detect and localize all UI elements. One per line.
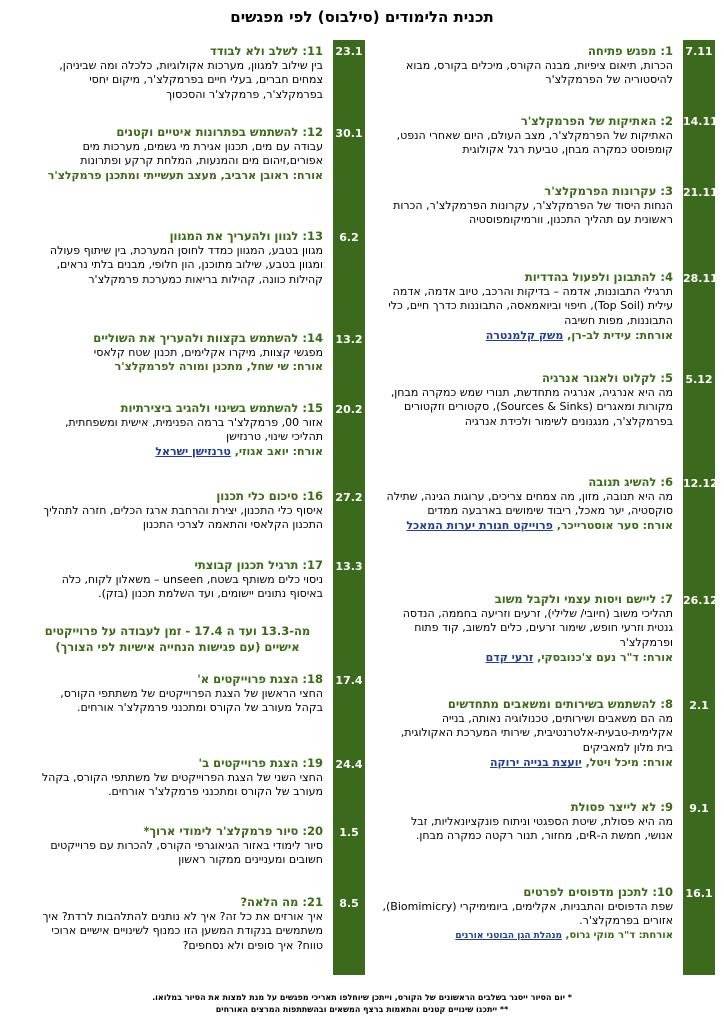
guest-link[interactable]: זרעי קדם [485, 650, 534, 664]
session-title: 6: להשיג תנובה [588, 475, 673, 489]
session-description: שפת הדפוסים והתבניות, אקלימים, ביומימיקרי (Biomimicry), אזורים בפרמקלצ'ר. [382, 899, 673, 928]
session-title: 9: לא לייצר פסולת [570, 800, 673, 814]
date-bar [683, 40, 718, 975]
session-entry [32, 44, 323, 103]
footnotes [0, 992, 724, 1016]
session-entry [382, 184, 673, 228]
session-title: 3: עקרונות הפרמקלצ'ר [544, 184, 673, 198]
session-entry [382, 885, 673, 944]
session-title: 10: לתכנן מדפוסים לפרטים [523, 885, 673, 899]
guest-line: אורח: שי שחל, מתכנן ומורה לפרמקלצ'ר [114, 360, 323, 374]
page-title: תכנית הלימודים (סילבוס) לפי מפגשים [230, 8, 494, 26]
guest-link[interactable]: מנהלת הגן הבוטני אורנים [455, 931, 563, 942]
left-column [32, 40, 365, 975]
guest-link[interactable]: פרוייקט חגורת יערות המאכל [406, 519, 553, 533]
session-date: 24.4 [335, 758, 363, 771]
session-date: 2.1 [689, 699, 709, 712]
session-title: 17: תרגיל תכנון קבוצתי [194, 558, 323, 572]
guest-line [382, 756, 673, 771]
session-date: 17.4 [335, 674, 363, 687]
session-description: האתיקות של הפרמקלצ'ר, מצב העולם, היום שאחרי הנפט, קומפוסט כמקרה מבחן, טביעת רגל אקולוגית [396, 128, 673, 157]
session-date: 27.2 [335, 491, 363, 504]
session-description: מה היא תנובה, מזון, מה צמחים צריכים, ערוגות הגינה, שתילה סוקסטיה, יער מאכל, ריבוד שימושים בארבעה ממדים [386, 489, 673, 518]
session-entry [32, 895, 323, 954]
session-entry [32, 489, 323, 533]
session-title: 4: להתבונן ולפעול בהדדיות [524, 270, 673, 284]
guest-label: אורחת: ד"ר מוקי גרוס, [565, 930, 673, 942]
session-date: 5.12 [685, 373, 713, 386]
project-period-note [32, 623, 323, 655]
session-title: 1: מפגש פתיחה [588, 44, 673, 58]
session-entry [32, 331, 323, 375]
session-description: החצי השני של הצגת הפרוייקטים של משתתפי הקורס, בקהל מעורב של הקורס ומתכנני פרמקלצ'ר אורחים. [41, 770, 323, 799]
session-description: מפגשי קצוות, מיקרו אקלימים, תכנון שטח קלאסי [93, 345, 323, 359]
session-title: 12: להשתמש בפתרונות איטיים וקטנים [116, 125, 323, 139]
guest-label: אורח: סער אוסטרייכר, [556, 519, 673, 533]
session-description: החצי הראשון של הצגת הפרוייקטים של משתתפי הקורס, בקהל מעורב של הקורס ומתכנני פרמקלצ'ר אורחים. [60, 686, 323, 715]
project-period-line1: מה-13.3 ועד ה 17.4 - זמן לעבודה על פרוייקטים [44, 624, 311, 638]
session-description: הכרות, תיאום ציפיות, מבנה הקורס, מיכלים בקורס, מבוא להיסטוריה של הפרמקלצ'ר [406, 58, 673, 87]
session-entry [32, 229, 323, 288]
session-description: ניסוי כלים משותף בשטח, unseen – משאלון לקוח, כלה באיסוף נתונים יישומים, ועד השלמת תכנון (בזק). [61, 572, 323, 601]
session-entry [382, 697, 673, 771]
guest-line [32, 445, 323, 460]
session-description: מגוון בטבע, המגוון כמדד לחוסן המערכת, בין שיתוף פעולה ומגוון בטבע, שילוב מתוכנן, הון חלופי, מבנים בלתי נראים, קהילות כוונה, קהילות בריאות כמערכת פרמקלצ'ר [49, 243, 323, 287]
session-entry [382, 114, 673, 158]
session-title: 14: להשתמש בקצוות ולהעריך את השוליים [93, 331, 323, 345]
session-description: מה היא פסולת, שיטת הספגטי וניתוח פונקציונאליות, זבל אנושי, חמשת ה-Rים, מחזור, תנור רקטה כמקרה מבחן. [411, 814, 673, 843]
session-entry [382, 371, 673, 430]
session-description: סיור לימודי באזור הגיאוגרפי הקורס, להכרות עם פרוייקטים חשובים ומעניינים ממקור ראשון [50, 838, 323, 867]
session-description: אזור 00, פרמקלצ'ר ברמה הפנימית, אישית ומשפחתית, תהליכי שינוי, טרנזישן [64, 415, 323, 444]
session-entry [32, 558, 323, 602]
session-entry [382, 270, 673, 344]
session-title: 8: להשתמש בשירותים ומשאבים מתחדשים [447, 697, 673, 711]
session-date: 21.11 [683, 186, 718, 199]
session-date: 23.1 [335, 45, 363, 58]
session-entry [32, 401, 323, 460]
guest-link[interactable]: משק קלמנטרה [485, 328, 564, 342]
session-title: 15: להשתמש בשינוי ולהגיב ביצירתיות [120, 401, 323, 415]
guest-line [382, 519, 673, 534]
session-date: 13.3 [335, 560, 363, 573]
guest-label: אורח: ד"ר נעם צ'כנובסקי, [537, 650, 673, 664]
session-date: 13.2 [335, 333, 363, 346]
session-date: 20.2 [335, 403, 363, 416]
session-entry [32, 125, 323, 184]
footnote: * יום הסיור ייסגר בשלבים הראשונים של הקורס, וייתכן שיוחלפו תאריכי מפגשים על מנת למצות את הסיור במלואו. [152, 993, 572, 1002]
session-description: תרגילי התבוננות, אדמה – בדיקות והרכב, טיוב אדמה, אדמה עילית (Top Soil), חיפוי וביואמאסה, התבוננות כדרך חיים, כלי התבוננות, מפות חשיבה [388, 284, 673, 328]
session-entry [382, 592, 673, 666]
guest-label: אורח: יואב אגוזי, [234, 445, 323, 459]
guest-link[interactable]: יועצת בנייה ירוקה [490, 755, 582, 769]
guest-line: אורח: ראובן ארביב, מעצב תעשייתי ומתכנן פרמקלצ'ר [47, 169, 323, 183]
session-description: מה הם משאבים ושירותים, טכנולוגיה נאותה, בנייה אקלימית-טבעית-אלטרנטיבית, שירותי המערכת האקולוגית, בית מלון למאביקים [400, 711, 673, 755]
session-date: 12.12 [683, 477, 718, 490]
session-date: 7.11 [685, 45, 713, 58]
session-date: 6.2 [339, 231, 359, 244]
guest-label: אורחת: עידית לב-רן, [567, 328, 673, 342]
session-description: הנחות היסוד של הפרמקלצ'ר, עקרונות הפרמקלצ'ר, הכרות ראשונית עם תהליך התכנון, וורמיקומפוסטיה [393, 198, 673, 227]
session-date: 8.5 [339, 897, 359, 910]
session-entry [382, 44, 673, 88]
session-title: 13: לגוון ולהעריך את המגוון [169, 229, 323, 243]
project-period-line2: אישיים (עם פגישות הנחייה אישיות לפי הצורך) [55, 640, 300, 654]
session-date: 16.1 [685, 887, 713, 900]
session-date: 30.1 [335, 127, 363, 140]
session-title: 20: סיור פרמקלצ'ר לימודי ארוך* [143, 824, 323, 838]
session-entry [32, 672, 323, 716]
session-title: 21: מה הלאה? [240, 895, 323, 909]
session-title: 2: האתיקות של הפרמקלצ'ר [520, 114, 673, 128]
session-description: תהליכי משוב (חיובי/ שלילי), זרעים וזריעה בחממה, הנדסה גנטית וזרעי חופש, שימור זרעים, כלים למשוב, קוד פתוח ופרמקלצ'ר [402, 606, 673, 650]
footnote: ** ייתכנו שינויים קטנים והתאמות ברצף המשאים ובהשתתפות המרצים האורחים [215, 1005, 509, 1014]
session-description: איסוף כלי התכנון, יצירת והרחבת ארגז הכלים, חזרה לתהליך התכנון הקלאסי והתאמה לצרכי התכנון [43, 503, 323, 532]
session-title: 19: הצגת פרוייקטים ב' [198, 756, 323, 770]
session-description: מה היא אנרגיה, אנרגיה מתחדשת, תנורי שמש כמקרה מבחן, מקורות ומאגרים (Sources & Sinks), סקטורים וזקטורים בפרמקלצ'ר, מנגנונים לשימור ולכידת אנרגיה [390, 385, 673, 429]
right-column [382, 40, 718, 975]
session-title: 7: ליישם ויסות עצמי ולקבל משוב [494, 592, 673, 606]
guest-line [382, 329, 673, 344]
session-entry [32, 756, 323, 800]
session-description: בין שילוב למגוון, מערכות אקולוגיות, כלכלה ומה שביניהן, צמחים חברים, בעלי חיים בפרמקלצ'ר, מיקום יחסי בפרמקלצ'ר, פרמקלצ'ר והסכסוך [59, 58, 323, 102]
session-entry [382, 475, 673, 534]
session-date: 14.11 [683, 115, 718, 128]
session-title: 11: לשלב ולא לבודד [210, 44, 323, 58]
session-entry [32, 824, 323, 868]
guest-label: אורח: מיכל ויטל, [585, 755, 673, 769]
guest-line [382, 651, 673, 666]
session-description: עבודה עם מים, תכנון אגירת מי גשמים, מערכות מים אפורים,זיהום מים והמנעות, המלחת קרקע ופתרונות [80, 139, 323, 168]
guest-line [382, 929, 673, 944]
guest-link[interactable]: טרנזישן ישראל [155, 445, 231, 459]
session-title: 18: הצגת פרוייקטים א' [197, 672, 323, 686]
session-title: 5: לקלוט ולאגור אנרגיה [542, 371, 673, 385]
session-title: 16: סיכום כלי תכנון [216, 489, 323, 503]
session-entry [382, 800, 673, 844]
session-description: איך אורזים את כל זה? איך לא נותנים להתלהבות לרדת? איך משתמשים בנקודת המשען הזו כמנוף לשינויים אישיים ארוכי טווח? איך סופים ולא נסחפים? [42, 909, 323, 953]
session-date: 1.5 [339, 826, 359, 839]
session-date: 28.11 [683, 272, 718, 285]
session-date: 26.12 [683, 594, 718, 607]
session-date: 9.1 [689, 802, 709, 815]
